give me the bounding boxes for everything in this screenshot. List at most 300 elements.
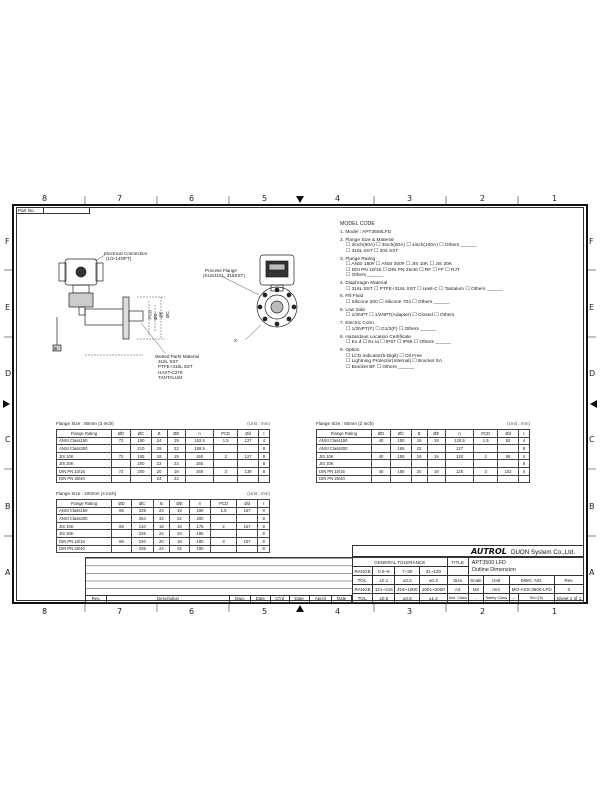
table-cell	[238, 460, 259, 468]
table-cell	[112, 445, 131, 453]
model-option-line: ☐ 316L SST ☐ 304 SST	[346, 248, 399, 254]
table-cell: 8	[258, 460, 269, 468]
flange-table-header-row	[57, 430, 270, 438]
model-section-title: 1. Model : APT3500LFD	[340, 229, 392, 235]
table-cell	[446, 475, 474, 483]
table-cell: 24	[153, 545, 170, 553]
dim-b-label: B	[52, 347, 58, 351]
zone-bot-6: 6	[189, 607, 195, 616]
table-cell: 155	[391, 452, 412, 460]
process-flange-spec: (SUS316L, 316SST)	[203, 273, 245, 278]
table-row	[57, 545, 270, 553]
flange-table-header-cell: B	[411, 430, 427, 438]
table-cell: 160	[186, 467, 214, 475]
table-cell: 40	[372, 467, 391, 475]
table-cell: 8	[258, 507, 270, 515]
table-cell	[391, 460, 412, 468]
zone-top-2: 2	[480, 194, 486, 203]
table-cell: 8	[258, 537, 270, 545]
rev-header-date2: Date	[289, 596, 309, 603]
table-cell	[411, 460, 427, 468]
sheet-cell	[554, 594, 583, 603]
table-cell: 92	[498, 437, 519, 445]
title-spacer	[447, 567, 468, 576]
flange-table-header-cell: ØC	[131, 430, 152, 438]
table-cell	[236, 545, 258, 553]
flange-table-header-row	[57, 500, 270, 508]
safety-class-label: Safety Class	[483, 594, 509, 603]
table-cell	[211, 545, 237, 553]
table-cell: 22	[170, 515, 190, 523]
zone-bot-1: 1	[552, 607, 558, 616]
model-option-line: ☐ DIN PN 10/16 ☐ DIN PN 25/40 ☐ RF ☐ FF ☐ RJT	[346, 267, 460, 273]
table-cell: 175	[189, 522, 211, 530]
table-cell: 4	[518, 452, 529, 460]
table-cell: 8	[258, 545, 270, 553]
table-row	[57, 522, 270, 530]
zone-bot-4: 4	[335, 607, 341, 616]
scale-value: NS	[468, 585, 483, 594]
title-label: TITLE	[447, 558, 468, 567]
wetted-parts-title: Wetted Parts Material	[155, 354, 200, 359]
table-cell: 1.5	[473, 437, 497, 445]
table-cell: 235	[132, 545, 154, 553]
rev-header-dwg: Dwg.	[230, 596, 251, 603]
table-row	[57, 507, 270, 515]
table-cell: 18	[427, 467, 446, 475]
range1-c: 31~120	[420, 567, 447, 576]
model-code-block	[340, 222, 580, 370]
table-row	[57, 460, 270, 468]
table-cell: 19	[170, 507, 190, 515]
side-neck-shape	[73, 285, 89, 293]
table-cell: 8	[258, 530, 270, 538]
zone-top-1: 1	[552, 194, 558, 203]
flange-rating-cell: JIS 20K	[57, 530, 112, 538]
zone-bot-3: 3	[407, 607, 413, 616]
zone-top-3: 3	[407, 194, 413, 203]
side-extension-shape	[85, 309, 125, 325]
table-cell: 102	[498, 467, 519, 475]
table-cell	[518, 475, 529, 483]
drawing-title-line2: Outline Dimension	[471, 566, 516, 573]
table-cell	[112, 545, 132, 553]
zone-bot-7: 7	[117, 607, 123, 616]
wetted-parts-block	[155, 354, 199, 380]
table-cell: 225	[132, 530, 154, 538]
table-cell: 185	[131, 452, 152, 460]
table-cell: 150	[186, 452, 214, 460]
table-cell: 8	[258, 522, 270, 530]
model-option-line: ☐ LCD Indicator(5-Digit) ☐ Oil Free	[346, 353, 423, 359]
zone-left-C: C	[5, 435, 11, 444]
revision-block-grid	[85, 557, 353, 596]
model-option-line: ☐ 1/2NPT(F) ☐ G1/2(F) ☐ Others ______	[346, 326, 437, 332]
table-cell: 152.5	[186, 437, 214, 445]
flange-table-header-cell: ØD	[372, 430, 391, 438]
flange-table-header-cell: Flange Rating	[57, 430, 112, 438]
table-cell: 150	[391, 437, 412, 445]
flange-table-header-cell: t	[258, 500, 270, 508]
table-cell: 72	[112, 467, 131, 475]
flange-table-header-row	[317, 430, 530, 438]
side-terminal-circle	[76, 267, 86, 277]
model-code-heading: MODEL CODE	[340, 221, 375, 227]
center-arrow-right-icon	[590, 400, 597, 408]
table-cell: 127	[238, 452, 259, 460]
flange-rating-cell: ANSI Class300	[57, 515, 112, 523]
flange-table-header-cell: ØC	[391, 430, 412, 438]
table-cell: 8	[258, 515, 270, 523]
flange-table-header-cell: Flange Rating	[317, 430, 372, 438]
table-cell	[112, 460, 131, 468]
table-cell: 165	[391, 467, 412, 475]
table-cell: 157	[236, 507, 258, 515]
table-cell: 4	[518, 467, 529, 475]
electrical-connection-spec: (1/2-14NPT)	[106, 256, 132, 261]
table-cell: 8	[258, 445, 269, 453]
flange-rating-cell: ANSI Class150	[57, 507, 112, 515]
flange-rating-cell: DIN PN 10/16	[317, 467, 372, 475]
table-cell: 72	[112, 452, 131, 460]
dist-class-label: Dist. Class	[447, 594, 468, 603]
table-cell: 16	[411, 452, 427, 460]
bolt-hole-2	[275, 322, 279, 326]
table-cell: 2	[211, 522, 237, 530]
unit-label: Unit	[483, 576, 509, 585]
table-cell	[427, 445, 446, 453]
flange-table-header-cell: Ød	[498, 430, 519, 438]
tol2-b: ±0.8	[395, 594, 420, 603]
bolt-hole-6	[287, 293, 291, 297]
table-cell: 40	[372, 437, 391, 445]
center-arrow-bottom-icon	[296, 605, 304, 612]
flange-table-100-caption	[56, 491, 270, 496]
flange-table-80	[56, 429, 270, 483]
model-section-title: 4. Diaphragm Material	[340, 281, 388, 287]
safety-class-value: -	[509, 594, 519, 603]
dim-d-label: ØD	[152, 313, 158, 321]
table-cell: 220	[132, 537, 154, 545]
bolt-hole-8	[287, 317, 291, 321]
table-row	[57, 445, 270, 453]
zone-top-8: 8	[42, 194, 48, 203]
flange-rating-cell: JIS 20K	[317, 460, 372, 468]
table-cell: 127	[238, 437, 259, 445]
set-qty-label: Set Q'ty	[519, 594, 554, 603]
flange-table-header-cell: ØE	[427, 430, 446, 438]
table-cell: 190	[131, 437, 152, 445]
table-cell: 18	[151, 452, 167, 460]
table-row	[57, 437, 270, 445]
table-cell: 22	[167, 445, 186, 453]
table-cell	[446, 460, 474, 468]
table-cell	[473, 475, 497, 483]
flange-rating-cell: ANSI Class300	[57, 445, 112, 453]
dim-x-label: X	[234, 338, 238, 343]
flange-table-50-caption	[316, 421, 530, 426]
zone-top-5: 5	[262, 194, 268, 203]
flange-table-header-cell: B	[153, 500, 170, 508]
rev-header-chd: Ch'd	[270, 596, 289, 603]
table-cell	[427, 475, 446, 483]
flange-rating-cell: DIN PN 25/40	[57, 475, 112, 483]
tol-label-2: TOL.	[353, 594, 373, 603]
zone-right-A: A	[589, 568, 595, 577]
table-cell: 24	[151, 475, 167, 483]
flange-table-header-cell: PCD	[213, 430, 237, 438]
table-cell: 22	[167, 475, 186, 483]
table-cell	[427, 460, 446, 468]
zone-top-4: 4	[335, 194, 341, 203]
flange-table-80-caption	[56, 421, 270, 426]
range-label-2: RANGE	[354, 586, 371, 592]
drawing-title-line1: APT3500 LFD	[471, 559, 506, 566]
autrol-logo: AUTROL	[471, 547, 507, 556]
table-cell: 157	[236, 522, 258, 530]
dim-e-label: ØE	[158, 311, 164, 318]
title-block	[352, 557, 584, 603]
zone-bot-8: 8	[42, 607, 48, 616]
bolt-hole-7	[263, 317, 267, 321]
table-cell: 210	[131, 445, 152, 453]
side-diaphragm-shape	[129, 311, 143, 321]
table-cell: 19	[167, 437, 186, 445]
table-cell	[131, 475, 152, 483]
revision-block	[85, 595, 352, 603]
zone-left-B: B	[5, 502, 11, 511]
size-value: A3	[447, 585, 468, 594]
table-cell: 190	[189, 545, 211, 553]
tol2-c: ±1.2	[420, 594, 447, 603]
rev-header-appd: App'd	[309, 596, 332, 603]
table-cell: 19	[427, 437, 446, 445]
flange-table-50	[316, 429, 530, 483]
unit-value: mm	[483, 585, 509, 594]
flange-table-header-cell: ØC	[132, 500, 154, 508]
table-cell: 180	[189, 537, 211, 545]
center-arrow-top-icon	[296, 196, 304, 203]
front-diaphragm-circle	[271, 301, 283, 313]
table-cell: 86	[112, 522, 132, 530]
flange-table-header-cell: t	[258, 430, 269, 438]
scale-label: Scale	[470, 577, 482, 583]
zone-top-7: 7	[117, 194, 123, 203]
table-cell	[391, 475, 412, 483]
table-cell: 19	[411, 437, 427, 445]
tol-label: TOL.	[353, 576, 373, 585]
electrical-connection-label: Electrical Connection	[104, 251, 148, 256]
dim-c-label: ØC	[164, 311, 170, 319]
table-cell: 18	[170, 537, 190, 545]
flange-rating-cell: ANSI Class150	[317, 437, 372, 445]
title-block-brand	[352, 545, 584, 557]
table-cell: 8	[258, 467, 269, 475]
table-cell: 229	[132, 507, 154, 515]
table-cell: 19	[170, 522, 190, 530]
flange-table-header-cell: Flange Rating	[57, 500, 112, 508]
table-cell: 18	[167, 467, 186, 475]
flange-rating-cell: JIS 10K	[57, 522, 112, 530]
zone-left-D: D	[5, 369, 12, 378]
table-row	[57, 467, 270, 475]
table-cell: 22	[151, 460, 167, 468]
range2-b: 316~1000	[395, 585, 420, 594]
model-option-line: ☐ Silicone 200 ☐ Silicone 704 ☐ Others ______	[346, 300, 450, 306]
flange-table-50-unit: (Unit : mm)	[507, 421, 530, 426]
table-cell: 32	[153, 515, 170, 523]
table-cell: 200	[189, 515, 211, 523]
zone-right-C: C	[589, 435, 595, 444]
model-section-title: 2. Flange Size & Material	[340, 237, 394, 243]
tol1-b: ±0.2	[395, 576, 420, 585]
flange-table-header-cell: t	[518, 430, 529, 438]
table-cell: 24	[153, 530, 170, 538]
rev-label: Rev.	[554, 576, 583, 585]
bolt-hole-1	[275, 288, 279, 292]
table-cell: 2	[473, 452, 497, 460]
table-row	[317, 452, 530, 460]
range1-b: 7~30	[395, 567, 420, 576]
tol2-a: ±0.5	[373, 594, 395, 603]
model-section-title: 9. Option	[340, 347, 360, 353]
table-cell: 23	[170, 530, 190, 538]
table-cell: 120.5	[446, 437, 474, 445]
flange-table-header-cell: PCD	[473, 430, 497, 438]
table-cell: 2	[213, 452, 237, 460]
table-cell: 200	[131, 460, 152, 468]
part-no-field	[44, 207, 90, 214]
table-row	[317, 445, 530, 453]
table-cell	[112, 515, 132, 523]
table-cell	[211, 515, 237, 523]
table-cell: 86	[112, 507, 132, 515]
table-cell	[411, 475, 427, 483]
table-cell	[112, 475, 131, 483]
flange-rating-cell: DIN PN 25/40	[317, 475, 372, 483]
zone-right-B: B	[589, 502, 595, 511]
range-label: RANGE	[354, 568, 371, 574]
center-arrow-left-icon	[3, 400, 10, 408]
flange-table-header-cell: ØD	[112, 500, 132, 508]
table-row	[317, 467, 530, 475]
zone-bot-5: 5	[262, 607, 268, 616]
table-cell: 3	[213, 467, 237, 475]
drawing-title	[468, 558, 583, 576]
bolt-hole-3	[258, 305, 262, 309]
model-option-line: ☐ Ex d ☐ Ex ia ☐ IP67 ☐ IP66 ☐ Others ______	[346, 340, 452, 346]
table-cell: 96	[498, 452, 519, 460]
model-section-title: 8. Hazardous Location Certificate	[340, 334, 411, 340]
flange-rating-cell: JIS 20K	[57, 460, 112, 468]
side-sensor-body-shape	[69, 293, 93, 307]
table-cell	[213, 445, 237, 453]
flange-table-header-cell: n	[189, 500, 211, 508]
front-display-window-shape	[269, 264, 285, 270]
table-row	[57, 475, 270, 483]
table-cell: 86	[112, 537, 132, 545]
table-row	[317, 475, 530, 483]
rev-header-rev: Rev.	[86, 596, 107, 603]
zone-top-6: 6	[189, 194, 195, 203]
model-option-line: ☐ Bracket BF ☐ Others ______	[346, 364, 415, 370]
table-cell: 29	[151, 445, 167, 453]
dim-pcd-label: PCD	[147, 309, 153, 320]
table-cell: 22	[411, 445, 427, 453]
tol1-a: ±0.1	[373, 576, 395, 585]
range2-a: 121~315	[373, 585, 395, 594]
zone-right-D: D	[589, 369, 596, 378]
rev-header-date1: Date	[250, 596, 270, 603]
flange-rating-cell: ANSI Class300	[317, 445, 372, 453]
table-cell: 210	[132, 522, 154, 530]
flange-table-80-title: Flange Size : 80mm (3 Inch)	[56, 421, 114, 426]
table-cell	[473, 460, 497, 468]
wetted-part-item: 316L SST	[158, 359, 179, 365]
table-cell: 165	[391, 445, 412, 453]
table-cell	[372, 460, 391, 468]
range1-a: 0.5~6	[373, 567, 395, 576]
table-cell: 24	[151, 437, 167, 445]
flange-table-header-cell: ØD	[112, 430, 131, 438]
table-cell: 125	[446, 467, 474, 475]
table-cell	[186, 475, 214, 483]
table-row	[317, 460, 530, 468]
flange-table-50-title: Flange Size : 50mm (2 Inch)	[316, 421, 374, 426]
flange-table-80-unit: (Unit : mm)	[247, 421, 270, 426]
model-option-line: ☐ 316L SST ☐ PTFE+316L SST ☐ Hast-C ☐ Tantalum ☐ Others ______	[346, 286, 503, 292]
flange-table-header-cell: n	[186, 430, 214, 438]
table-cell: 20	[411, 467, 427, 475]
table-cell	[211, 530, 237, 538]
table-cell	[213, 475, 237, 483]
dwg-no-label: DWG. NO.	[509, 576, 554, 585]
table-cell: 22	[170, 545, 190, 553]
flange-table-header-cell: PCD	[211, 500, 237, 508]
table-cell	[498, 460, 519, 468]
flange-rating-cell: JIS 10K	[57, 452, 112, 460]
table-cell: 19	[167, 452, 186, 460]
bolt-hole-5	[263, 293, 267, 297]
table-row	[317, 437, 530, 445]
table-cell: 8	[258, 452, 269, 460]
flange-rating-cell: DIN PN 10/16	[57, 467, 112, 475]
zone-left-E: E	[5, 303, 11, 312]
model-option-line: ☐ 1/4NPT ☐ 1/2NPT(Adapter) ☐ Closed ☐ Others	[346, 313, 455, 319]
wetted-part-item: HAST-C276	[158, 369, 183, 375]
side-capillary-shape	[79, 307, 85, 315]
company-name: DUON System Co.,Ltd.	[511, 548, 575, 556]
flange-table-header-cell: ØE	[167, 430, 186, 438]
flange-table-header-cell: Ød	[238, 430, 259, 438]
zone-bot-2: 2	[480, 607, 486, 616]
table-cell: 185	[189, 530, 211, 538]
table-cell: 4	[518, 437, 529, 445]
table-cell: 138	[238, 467, 259, 475]
table-cell: 200	[131, 467, 152, 475]
table-cell: 40	[372, 452, 391, 460]
table-row	[57, 452, 270, 460]
flange-table-100-unit: (Unit : mm)	[247, 491, 270, 496]
tol1-c: ±0.3	[420, 576, 447, 585]
table-cell	[498, 475, 519, 483]
table-cell: 1.5	[213, 437, 237, 445]
flange-rating-cell: JIS 10K	[317, 452, 372, 460]
flange-rating-cell: ANSI Class150	[57, 437, 112, 445]
model-section-title: 5. Fill Fluid	[340, 294, 364, 300]
table-cell: 168.5	[186, 445, 214, 453]
table-cell	[372, 445, 391, 453]
